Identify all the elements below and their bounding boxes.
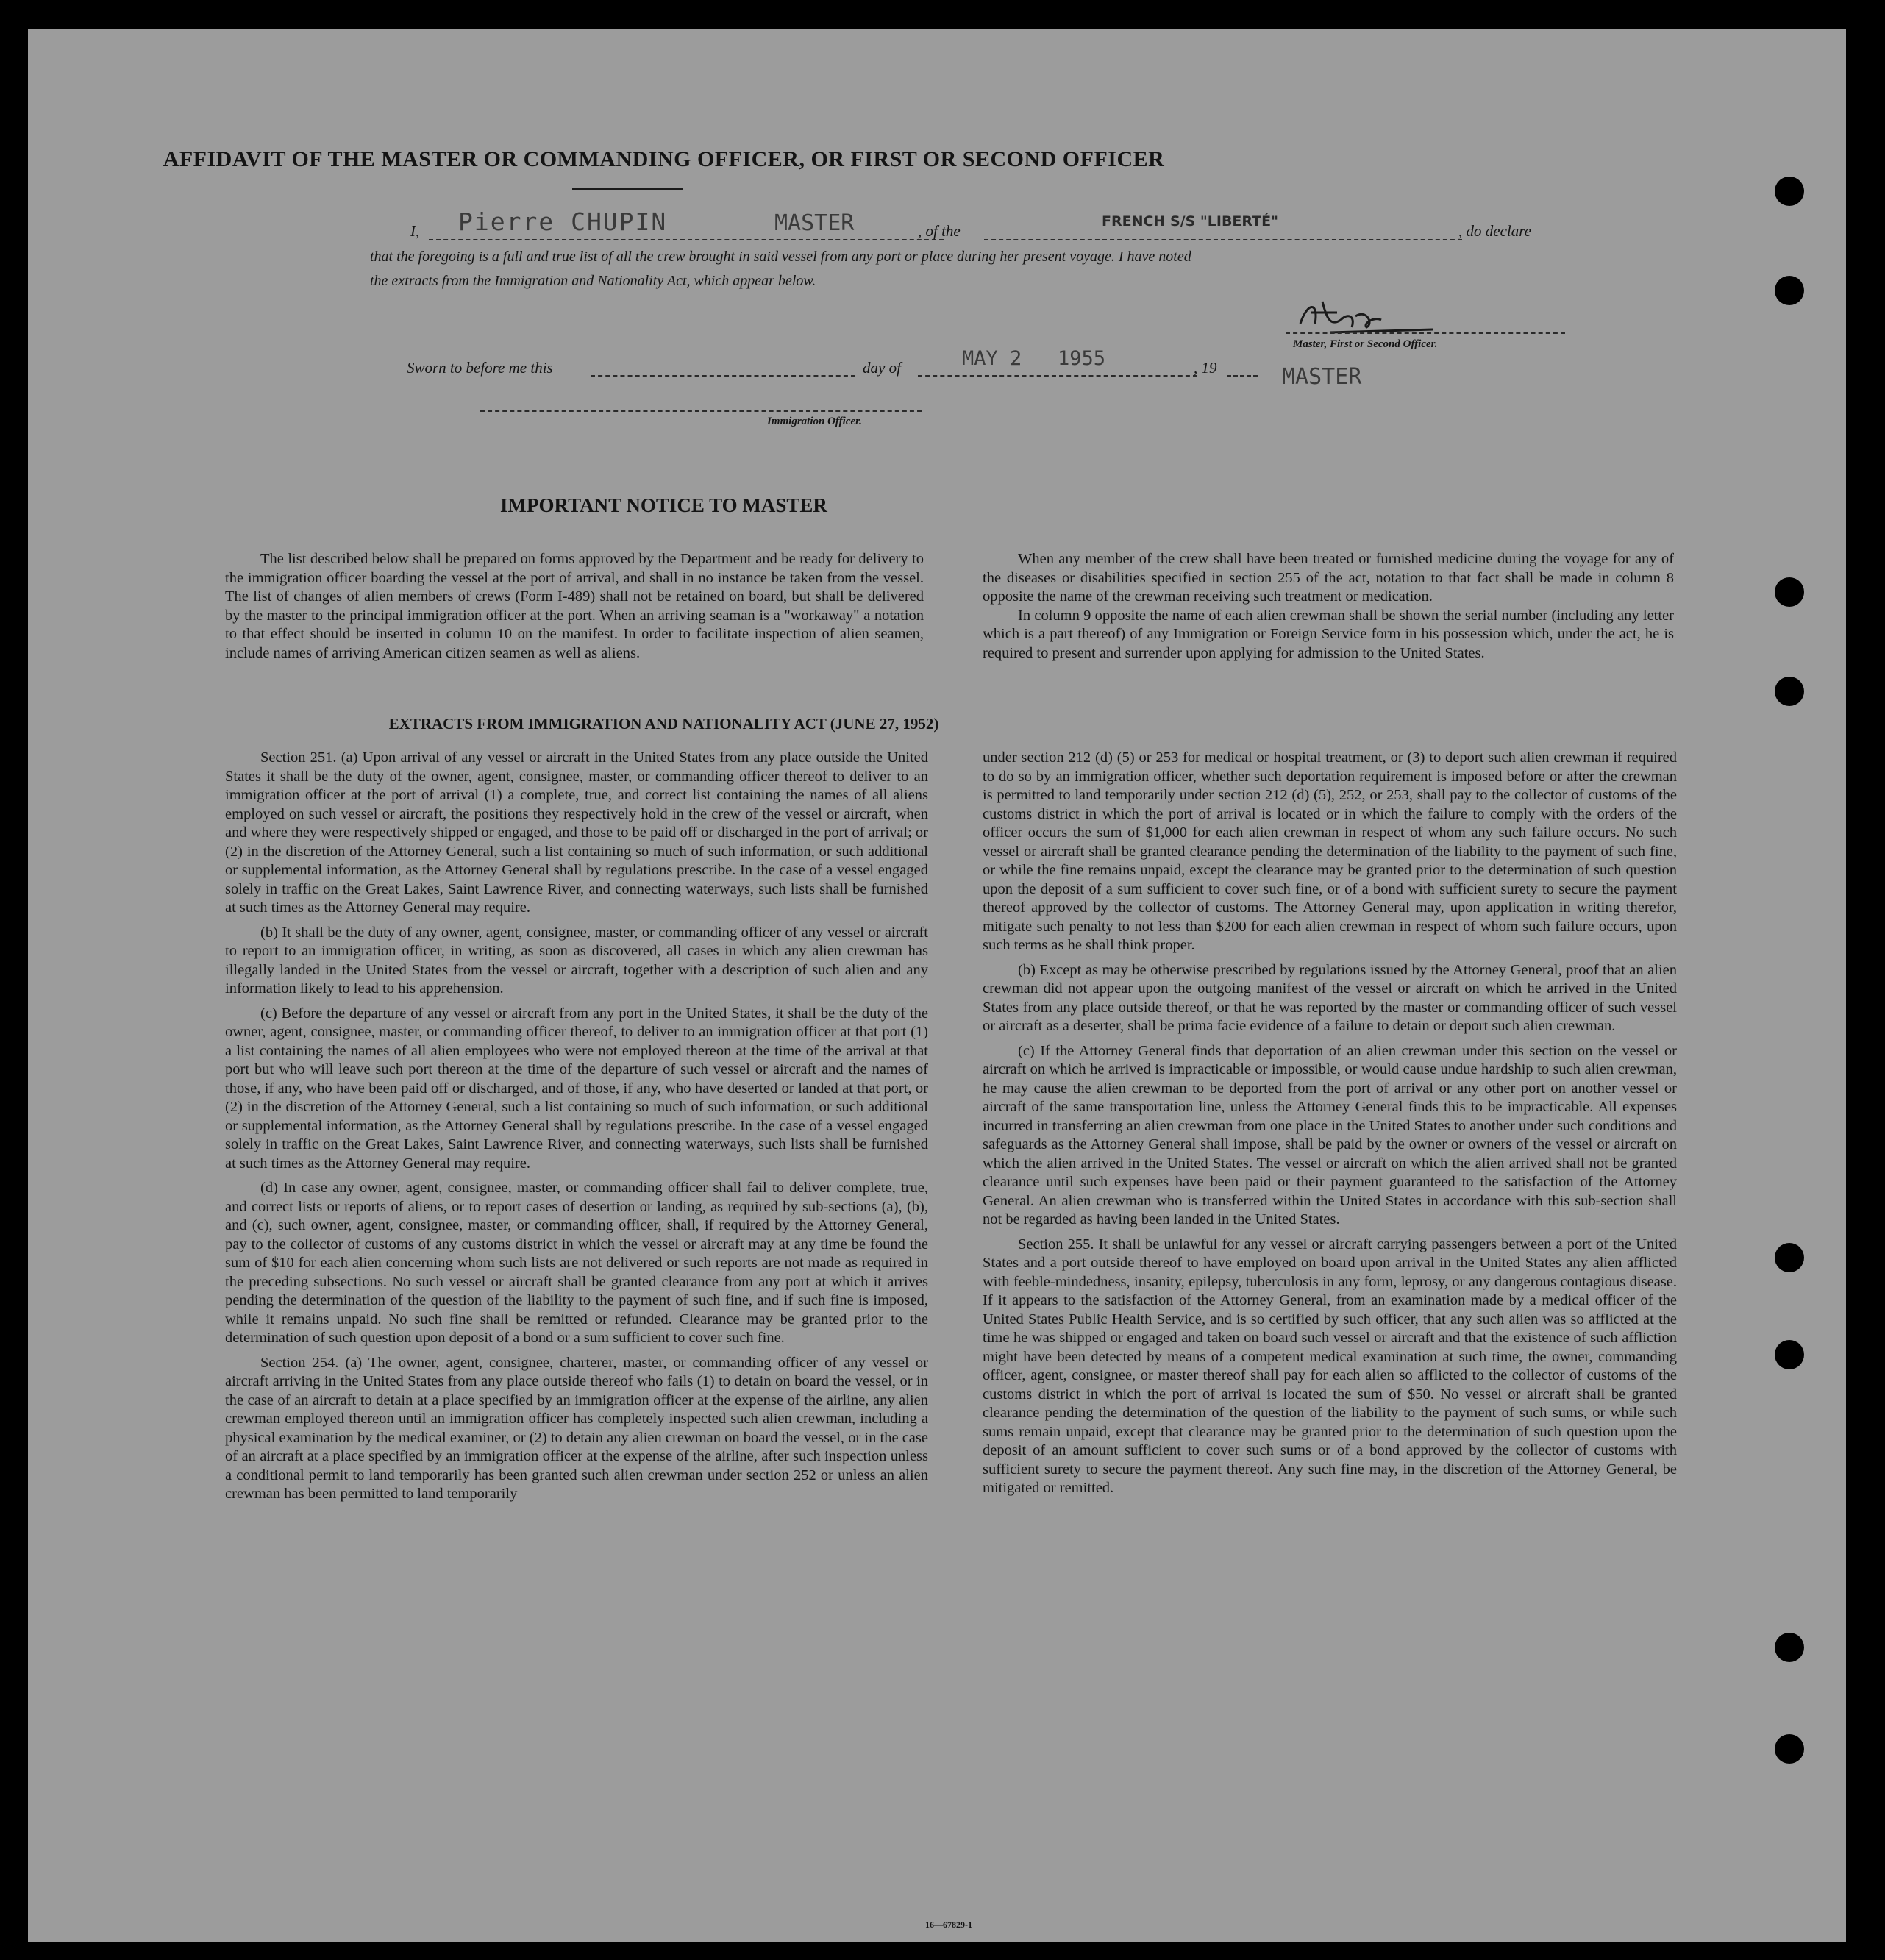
officer-line xyxy=(480,410,922,412)
section-255: Section 255. It shall be unlawful for any vessel or aircraft carrying passengers between a port of the United States and a port outside thereof to have employed on board upon arrival in the United States any alien afflicted with feeble-mindedness, insanity, epilepsy, tuberculosis in any form, leprosy, or any dangerous contagious disease. If it appears to the satisfaction of the Attorney General, from an examination made by a medical officer of the United States Public Health Service, and is so certified by such officer, that any such alien was so afflicted at the time he was shipped or engaged and taken on board such vessel or aircraft and that the existence of such affliction might have been detected by means of a competent medical examination at such time, the owner, commanding officer, agent, consignee, or master thereof shall pay for each alien so afflicted to the collector of customs of the customs district in which the port of arrival is located the sum of $50. No vessel or aircraft shall be granted clearance pending the determination of the question of the liability to the payment of such sums, or while such sums remain unpaid, except that clearance may be granted prior to the determination of such question upon the deposit of an amount sufficient to cover such sums or of a bond approved by the collector of customs with sufficient surety to secure the payment thereof. Any such fine may, in the discretion of the Attorney General, be mitigated or remitted. xyxy=(983,1236,1677,1496)
declarant-prefix: I, xyxy=(410,222,420,240)
notice-right-column xyxy=(983,550,1674,663)
section-254b: (b) Except as may be otherwise prescribed by regulations issued by the Attorney General, proof that an alien crewman did not appear upon the outgoing manifest of the vessel or aircraft on which he arrived in the United States from any place outside thereof, or that he was reported by the master or commanding officer of such vessel or aircraft as a deserter, shall be prima facie evidence of a failure to detain or deport such alien crewman. xyxy=(983,961,1677,1034)
form-code: 16—67829-1 xyxy=(925,1920,972,1930)
signature-caption: Master, First or Second Officer. xyxy=(1293,338,1438,350)
affidavit-title: AFFIDAVIT OF THE MASTER OR COMMANDING OFFICER, OR FIRST OR SECOND OFFICER xyxy=(163,147,1165,171)
section-251d: (d) In case any owner, agent, consignee, master, or commanding officer shall fail to deliver complete, true, and correct lists or reports of aliens, or to report cases of desertion or landing, as required by sub-sections (a), (b), and (c), such owner, agent, consignee, master, or commanding officer, shall, if required by the Attorney General, pay to the collector of customs of any customs district in which the vessel or aircraft may at any time be found the sum of $10 for each alien concerning whom such lists are not delivered or such reports are not made as required in the preceding subsections. No such vessel or aircraft shall be granted clearance from any port at which it arrives pending the determination of the question of the liability to the payment of such fine, and if such fine is imposed, while it remains unpaid. No such fine shall be remitted or refunded. Clearance may be granted prior to the determination of such question upon deposit of a bond or a sum sufficient to cover such fine. xyxy=(225,1180,928,1346)
punch-hole xyxy=(1775,1633,1804,1662)
year-line xyxy=(1227,375,1258,377)
do-declare-label: , do declare xyxy=(1458,222,1531,240)
declaration-line-1: that the foregoing is a full and true list of all the crew brought in said vessel from any port or place during her present voyage. I have noted xyxy=(370,249,1191,265)
declaration-line-2: the extracts from the Immigration and Nationality Act, which appear below. xyxy=(370,273,816,289)
punch-hole xyxy=(1775,177,1804,206)
document-page xyxy=(28,29,1846,1942)
vessel-line xyxy=(984,239,1462,240)
sworn-day-line xyxy=(591,375,855,377)
sworn-date: MAY 2 1955 xyxy=(962,347,1106,370)
section-254a: Section 254. (a) The owner, agent, consignee, charterer, master, or commanding officer of any vessel or aircraft arriving in the United States from any place outside thereof who fails (1) to detain on board the vessel, or in the case of an aircraft to detain at a place specified by an immigration officer at the expense of the airline, any alien crewman employed thereon until an immigration officer has completely inspected such alien crewman, including a physical examination by the medical examiner, or (2) to detain any alien crewman on board the vessel, or in the case of an aircraft at a place specified by an immigration officer at the expense of the airline, after such inspection unless a conditional permit to land temporarily has been granted such alien crewman under section 252 or unless an alien crewman has been permitted to land temporarily xyxy=(225,1354,928,1502)
master-name: Pierre CHUPIN xyxy=(458,207,668,236)
officer-caption: Immigration Officer. xyxy=(767,416,862,427)
sworn-month-line xyxy=(918,375,1197,377)
notice-right-paragraph-2: In column 9 opposite the name of each alien crewman shall be shown the serial number (including any letter which is a part thereof) of any Immigration or Foreign Service form in his possession which, under the act, he is required to present and surrender upon applying for admission to the United States. xyxy=(983,607,1674,661)
section-254a-continued: under section 212 (d) (5) or 253 for medical or hospital treatment, or (3) to deport such alien crewman if required to do so by an immigration officer, whether such deportation requirement is imposed before or after the crewman is permitted to land temporarily under section 212 (d) (5), 252, or 253, shall pay to the collector of customs of the customs district in which the port of arrival is located or in which the failure to comply with the orders of the officer occurs the sum of $1,000 for each alien crewman in respect of whom any such failure occurs. No such vessel or aircraft shall be granted clearance pending the determination of the liability to the payment of such fine, or while the fine remains unpaid, except the clearance may be granted prior to the determination of such question upon the deposit of a sum sufficient to cover such fine, or of a bond with sufficient surety to secure the payment thereof approved by the collector of customs. The Attorney General may, upon application in writing therefor, mitigate such penalty to not less than $200 for each alien crewman in respect of whom such failure occurs, upon such terms as he shall think proper. xyxy=(983,749,1677,953)
of-the-label: , of the xyxy=(918,222,961,240)
section-251b: (b) It shall be the duty of any owner, agent, consignee, master, or commanding officer of any vessel or aircraft to report to an immigration officer, in writing, as soon as discovered, all cases in which any alien crewman has illegally landed in the United States from the vessel or aircraft, together with a description of such alien and any information likely to lead to his apprehension. xyxy=(225,924,928,997)
punch-hole xyxy=(1775,1243,1804,1272)
punch-hole xyxy=(1775,1340,1804,1369)
notice-left-paragraph: The list described below shall be prepared on forms approved by the Department and be ready for delivery to the immigration officer boarding the vessel at the port of arrival, and shall in no instance be taken from the vessel. The list of changes of alien members of crews (Form I-489) shall not be retained on board, but shall be delivered by the master to the principal immigration officer at the port. When an arriving seaman is a "workaway" a notation to that effect should be inserted in column 10 on the manifest. In order to facilitate inspection of alien seamen, include names of arriving American citizen seamen as well as aliens. xyxy=(225,551,924,661)
punch-hole xyxy=(1775,276,1804,305)
year-label: , 19 xyxy=(1194,359,1217,377)
signature-stamp: MASTER xyxy=(1282,364,1362,390)
day-of-label: day of xyxy=(863,359,901,377)
notice-title: IMPORTANT NOTICE TO MASTER xyxy=(500,494,827,516)
extracts-left-column xyxy=(225,749,928,1510)
punch-hole xyxy=(1775,577,1804,607)
section-254c: (c) If the Attorney General finds that deportation of an alien crewman under this section on the vessel or aircraft on which he arrived is impracticable or impossible, or would cause undue hardship to such alien crewman, he may cause the alien crewman to be deported from the port of arrival or any other port on another vessel or aircraft of the same transportation line, unless the Attorney General finds this to be impracticable. All expenses incurred in transferring an alien crewman from one place in the United States to another under such conditions and safeguards as the Attorney General shall impose, shall be paid by the owner or owners of the vessel or aircraft on which the alien arrived in the United States. The vessel or aircraft on which the alien arrived shall not be granted clearance until such expenses have been paid or their payment guaranteed to the satisfaction of the Attorney General. An alien crewman who is transferred within the United States in accordance with this sub-section shall not be regarded as having been landed in the United States. xyxy=(983,1042,1677,1227)
notice-right-paragraph-1: When any member of the crew shall have been treated or furnished medicine during the voyage for any of the diseases or disabilities specified in section 255 of the act, notation to that fact shall be made in column 8 opposite the name of the crewman receiving such treatment or medication. xyxy=(983,551,1674,605)
extracts-right-column xyxy=(983,749,1677,1504)
signature-line xyxy=(1286,332,1565,334)
vessel-name: FRENCH S/S "LIBERTÉ" xyxy=(1102,213,1279,229)
punch-hole xyxy=(1775,1734,1804,1764)
section-251c: (c) Before the departure of any vessel or aircraft from any port in the United States, it shall be the duty of the owner, agent, consignee, master, or commanding officer thereof, to deliver to an immigration officer at that port (1) a list containing the names of all alien employees who were not employed thereon at the time of the arrival at that port but who will leave such port thereon at the time of the departure of such vessel or aircraft and the names of those, if any, who have been paid off or discharged, and of those, if any, who have deserted or landed at that port, or (2) in the discretion of the Attorney General, such a list containing so much of such information, or such additional or supplemental information, as the Attorney General shall by regulations prescribe. In the case of a vessel engaged solely in traffic on the Great Lakes, Saint Lawrence River, and connecting waterways, such lists shall be furnished at such times as the Attorney General may require. xyxy=(225,1005,928,1172)
master-title: MASTER xyxy=(774,210,855,236)
extracts-title: EXTRACTS FROM IMMIGRATION AND NATIONALITY ACT (JUNE 27, 1952) xyxy=(388,715,939,733)
sworn-label: Sworn to before me this xyxy=(407,359,553,377)
title-rule xyxy=(572,188,683,190)
punch-hole xyxy=(1775,677,1804,706)
section-251a: Section 251. (a) Upon arrival of any vessel or aircraft in the United States from any place outside the United States it shall be the duty of the owner, agent, consignee, master, or commanding officer thereof to deliver to an immigration officer at the port of arrival (1) a complete, true, and correct list containing the names of all aliens employed on such vessel or aircraft, the positions they respectively hold in the crew of the vessel or aircraft, when and where they were respectively shipped or engaged, and those to be paid off or discharged in the port of arrival; or (2) in the discretion of the Attorney General, such a list containing so much of such information, or such additional or supplemental information, as the Attorney General shall by regulations prescribe. In the case of a vessel engaged solely in traffic on the Great Lakes, Saint Lawrence River, and connecting waterways, such lists shall be furnished at such times as the Attorney General may require. xyxy=(225,749,928,916)
name-line xyxy=(429,239,944,240)
